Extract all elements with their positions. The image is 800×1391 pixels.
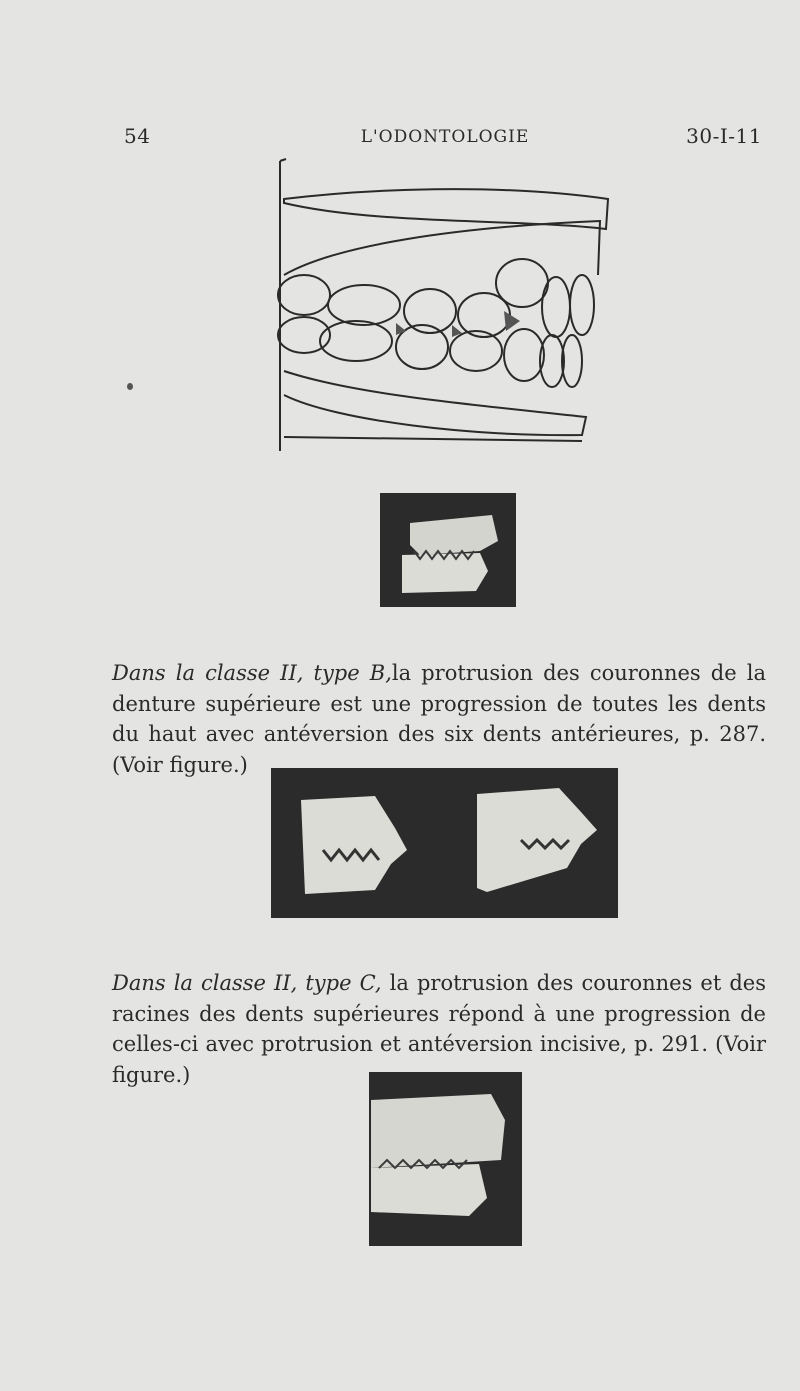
issue-date: 30-I-11 xyxy=(686,124,762,148)
running-header xyxy=(124,124,766,154)
dental-cast-photo-2 xyxy=(271,768,618,918)
paragraph-lead-italic: Dans la classe II, type C, xyxy=(112,971,382,995)
paragraph-body: la protrusion des couronnes de la denture supérieure est une progression de toutes les dents du haut avec antéversion des six dents antérieures, p. 287. (Voir figure.) xyxy=(112,661,766,777)
dental-cast-photo-1 xyxy=(380,493,516,607)
paragraph-lead-italic: Dans la classe II, type B, xyxy=(112,661,392,685)
page-number: 54 xyxy=(124,124,151,148)
journal-title: L'ODONTOLOGIE xyxy=(360,127,530,147)
paragraph-body: la protrusion des couronnes et des racines des dents supérieures répond à une progression de celles-ci avec protrusion et antéversion incisive, p. 291. (Voir figure.) xyxy=(112,971,767,1087)
ink-speck xyxy=(127,383,133,390)
dental-cast-photo-3 xyxy=(369,1072,522,1246)
paragraph-class-ii-type-b xyxy=(112,658,766,780)
occlusion-line-drawing xyxy=(276,155,616,455)
